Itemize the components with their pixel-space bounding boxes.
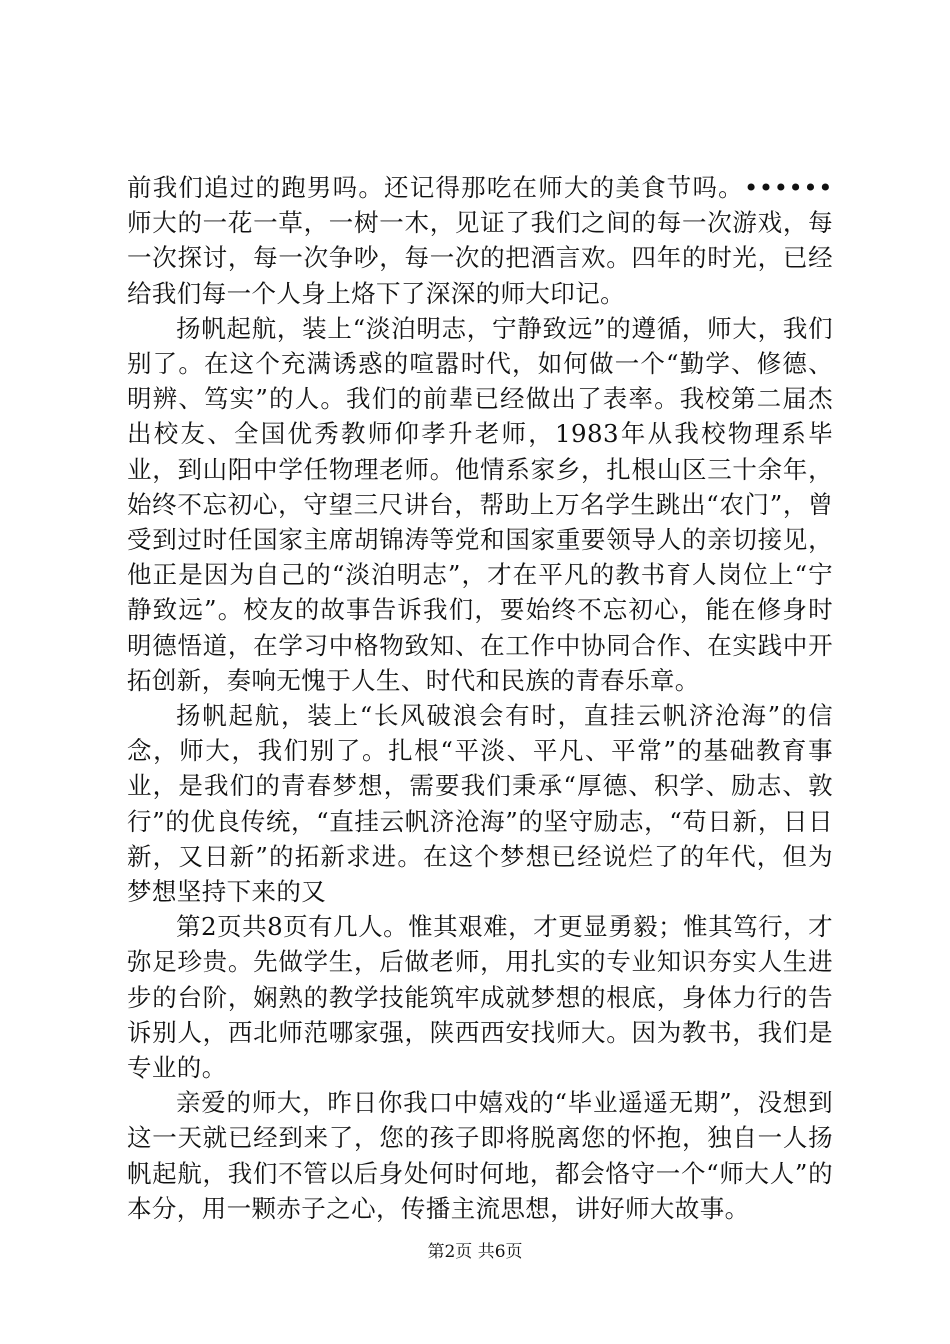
body-text xyxy=(127,170,833,1226)
paragraph-2: 扬帆起航，装上“淡泊明志，宁静致远”的遵循，师大，我们别了。在这个充满诱惑的喧嚣时代，如何做一个“勤学、修德、明辨、笃实”的人。我们的前辈已经做出了表率。我校第二届杰出校友、全国优秀教师仰孝升老师，1983年从我校物理系毕业，到山阳中学任物理老师。他情系家乡，扎根山区三十余年，始终不忘初心，守望三尺讲台，帮助上万名学生跳出“农门”，曾受到过时任国家主席胡锦涛等党和国家重要领导人的亲切接见，他正是因为自己的“淡泊明志”，才在平凡的教书育人岗位上“宁静致远”。校友的故事告诉我们，要始终不忘初心，能在修身时明德悟道，在学习中格物致知、在工作中协同合作、在实践中开拓创新，奏响无愧于人生、时代和民族的青春乐章。 xyxy=(127,313,833,695)
paragraph-5: 亲爱的师大，昨日你我口中嬉戏的“毕业遥遥无期”，没想到这一天就已经到来了，您的孩子即将脱离您的怀抱，独自一人扬帆起航，我们不管以后身处何时何地，都会恪守一个“师大人”的本分，用一颗赤子之心，传播主流思想，讲好师大故事。 xyxy=(127,1088,833,1223)
paragraph-4: 第2页共8页有几人。惟其艰难，才更显勇毅；惟其笃行，才弥足珍贵。先做学生，后做老师，用扎实的专业知识夯实人生进步的台阶，娴熟的教学技能筑牢成就梦想的根底，身体力行的告诉别人，西北师范哪家强，陕西西安找师大。因为教书，我们是专业的。 xyxy=(127,912,833,1083)
paragraph-3: 扬帆起航，装上“长风破浪会有时，直挂云帆济沧海”的信念，师大，我们别了。扎根“平淡、平凡、平常”的基础教育事业，是我们的青春梦想，需要我们秉承“厚德、积学、励志、敦行”的优良传统，“直挂云帆济沧海”的坚守励志，“苟日新，日日新，又日新”的拓新求进。在这个梦想已经说烂了的年代，但为梦想坚持下来的又 xyxy=(127,701,833,907)
page-footer: 第2页 共6页 xyxy=(427,1242,523,1262)
paragraph-1: 前我们追过的跑男吗。还记得那吃在师大的美食节吗。••••••师大的一花一草，一树一木，见证了我们之间的每一次游戏，每一次探讨，每一次争吵，每一次的把酒言欢。四年的时光，已经给我们每一个人身上烙下了深深的师大印记。 xyxy=(127,173,833,308)
